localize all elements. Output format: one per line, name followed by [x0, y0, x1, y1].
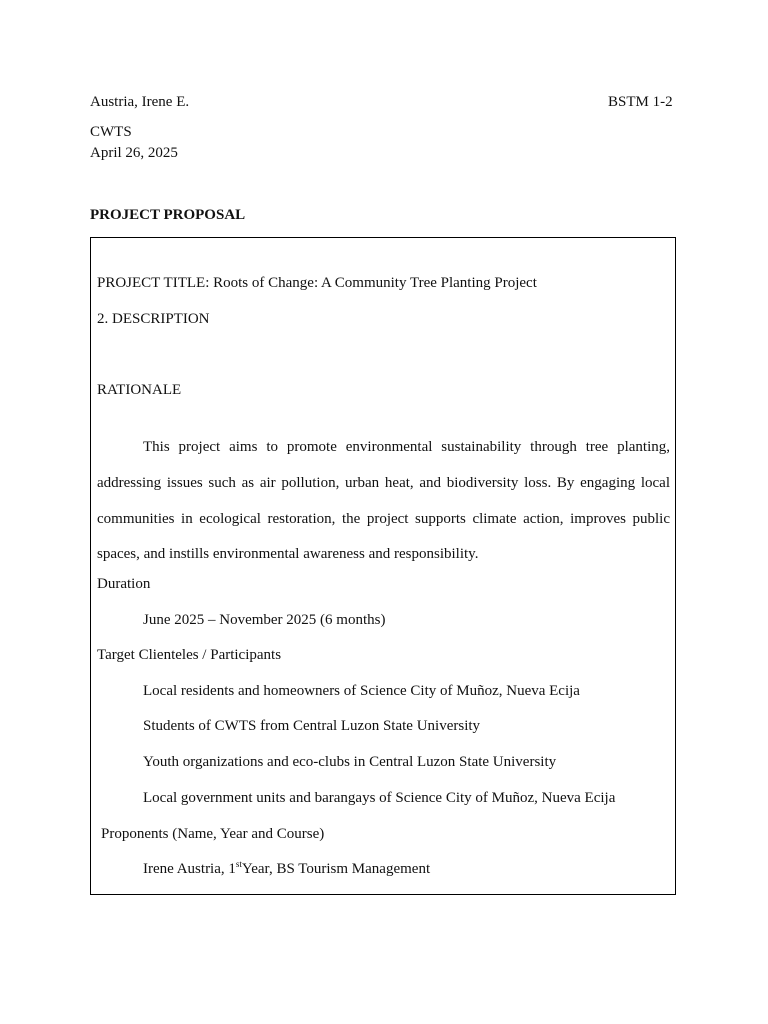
- document-date: April 26, 2025: [90, 145, 178, 161]
- proponent-course: Year, BS Tourism Management: [241, 861, 431, 877]
- proponent-name: Irene Austria, 1: [143, 861, 236, 877]
- clientele-item: Local residents and homeowners of Science City of Muñoz, Nueva Ecija: [143, 683, 580, 699]
- duration-value: June 2025 – November 2025 (6 months): [143, 612, 386, 628]
- clienteles-heading: Target Clienteles / Participants: [97, 647, 282, 663]
- course-name: CWTS: [90, 124, 132, 140]
- project-title: PROJECT TITLE: Roots of Change: A Community Tree Planting Project: [97, 275, 537, 291]
- rationale-paragraph: This project aims to promote environmental sustainability through tree planting, addressing issues such as air pollution, urban heat, and biodiversity loss. By engaging local communities in ecological restoration, the project supports climate action, improves public spaces, and instills environmental awareness and responsibility.: [97, 439, 670, 563]
- student-section: BSTM 1-2: [608, 94, 673, 110]
- clientele-item: Students of CWTS from Central Luzon State University: [143, 718, 481, 734]
- proponent-ordinal: st: [235, 859, 242, 869]
- proposal-box: [90, 237, 676, 895]
- rationale-heading: RATIONALE: [97, 382, 182, 398]
- proponent-entry: [143, 860, 430, 878]
- clientele-item: Local government units and barangays of Science City of Muñoz, Nueva Ecija: [143, 790, 616, 806]
- duration-heading: Duration: [97, 576, 151, 592]
- proponents-heading: Proponents (Name, Year and Course): [101, 826, 325, 842]
- description-heading: 2. DESCRIPTION: [97, 311, 210, 327]
- clientele-item: Youth organizations and eco-clubs in Central Luzon State University: [143, 754, 557, 770]
- student-name: Austria, Irene E.: [90, 94, 190, 110]
- document-title: PROJECT PROPOSAL: [90, 207, 246, 223]
